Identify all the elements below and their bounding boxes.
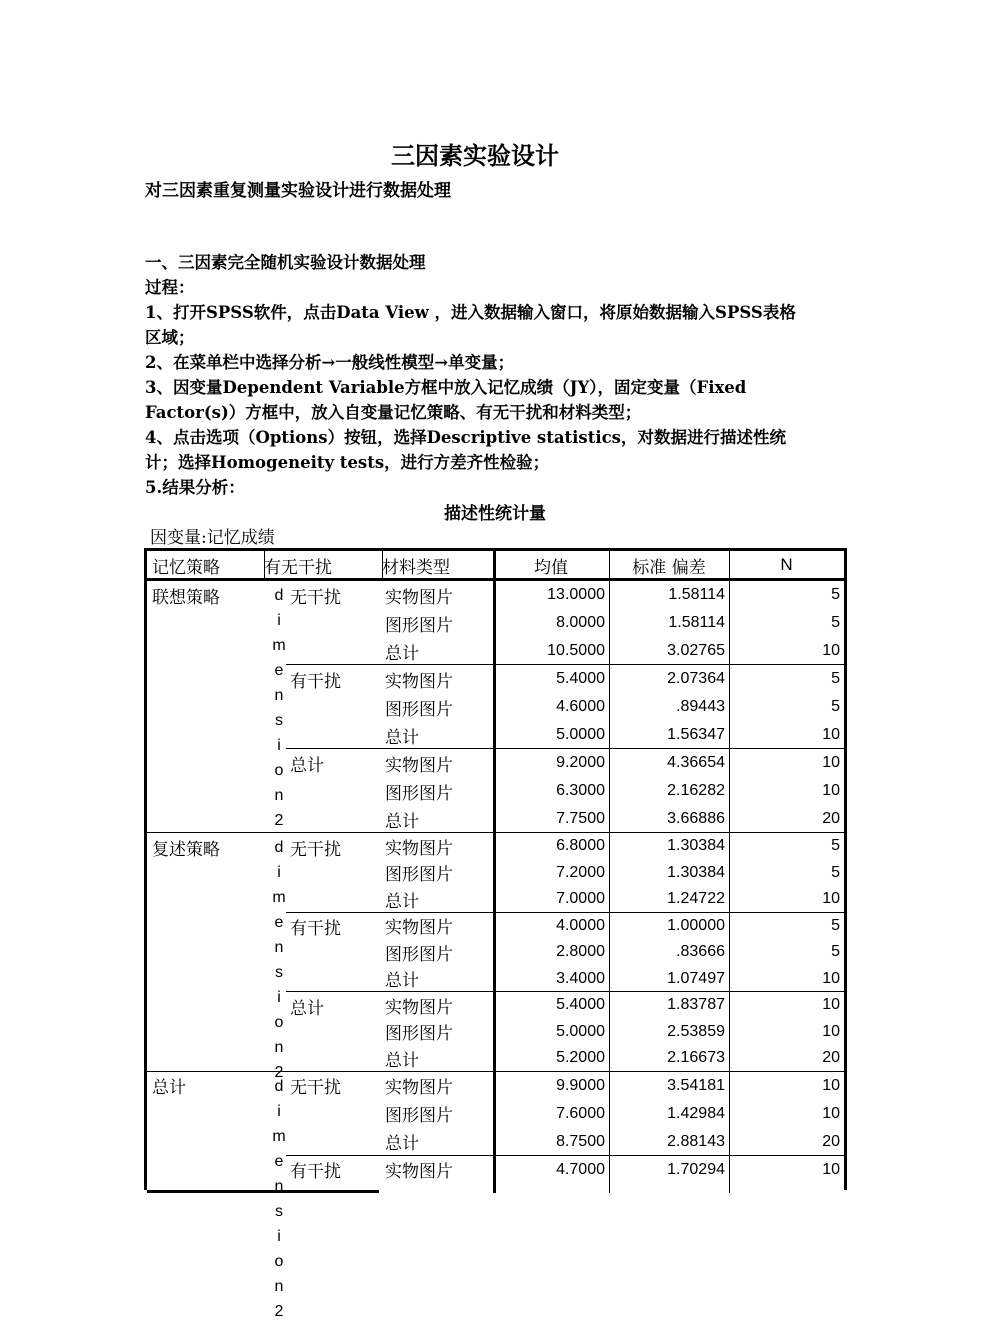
n-cell: 5 bbox=[831, 698, 840, 715]
mean-cell: 7.2000 bbox=[556, 863, 605, 881]
dependent-variable-label: 因变量:记忆成绩 bbox=[150, 528, 275, 548]
table-header-3: 均值 bbox=[534, 557, 568, 578]
table-bottom-partial bbox=[147, 1190, 379, 1193]
section-title: 一、三因素完全随机实验设计数据处理 bbox=[145, 253, 426, 272]
sd-cell: 1.56347 bbox=[667, 726, 725, 743]
table-header-4: 标准 偏差 bbox=[632, 557, 706, 578]
material-cell: 总计 bbox=[385, 891, 419, 912]
dimension-label: d i m e n s i o n 2 bbox=[272, 1077, 286, 1320]
mean-cell: 5.0000 bbox=[556, 1022, 605, 1040]
n-cell: 10 bbox=[822, 890, 840, 908]
interference-label: 总计 bbox=[290, 755, 324, 776]
material-cell: 总计 bbox=[385, 727, 419, 748]
strategy-label: 联想策略 bbox=[152, 587, 220, 608]
sd-cell: .89443 bbox=[676, 698, 725, 715]
n-cell: 10 bbox=[822, 782, 840, 799]
sd-cell: 1.00000 bbox=[667, 916, 725, 934]
n-cell: 5 bbox=[831, 837, 840, 855]
material-cell: 图形图片 bbox=[385, 783, 453, 804]
col-line-mean bbox=[609, 551, 610, 1193]
material-cell: 实物图片 bbox=[385, 755, 453, 776]
n-cell: 5 bbox=[831, 670, 840, 687]
sd-cell: 2.16673 bbox=[667, 1049, 725, 1067]
n-cell: 10 bbox=[822, 969, 840, 987]
page-subtitle: 对三因素重复测量实验设计进行数据处理 bbox=[145, 181, 451, 201]
material-cell: 总计 bbox=[385, 1050, 419, 1071]
material-cell: 总计 bbox=[385, 971, 419, 992]
mean-cell: 8.7500 bbox=[556, 1132, 605, 1150]
interference-label: 有干扰 bbox=[290, 919, 341, 939]
sd-cell: 2.16282 bbox=[667, 782, 725, 799]
n-cell: 10 bbox=[822, 642, 840, 659]
page-title: 三因素实验设计 bbox=[391, 141, 559, 170]
sd-cell: 4.36654 bbox=[667, 754, 725, 771]
sd-cell: 3.66886 bbox=[667, 810, 725, 827]
step-5: 5.结果分析： bbox=[145, 478, 245, 497]
sd-cell: 2.07364 bbox=[667, 670, 725, 687]
strategy-label: 总计 bbox=[152, 1078, 186, 1098]
mean-cell: 9.2000 bbox=[556, 754, 605, 771]
step-3: 3、因变量Dependent Variable方框中放入记忆成绩（JY），固定变量（Fixed Factor(s)）方框中，放入自变量记忆策略、有无干扰和材料类型； bbox=[145, 378, 747, 422]
n-cell: 20 bbox=[822, 810, 840, 827]
material-cell: 图形图片 bbox=[385, 699, 453, 720]
sd-cell: 2.88143 bbox=[667, 1132, 725, 1150]
mean-cell: 5.4000 bbox=[556, 996, 605, 1014]
step-2: 2、在菜单栏中选择分析→一般线性模型→单变量； bbox=[145, 353, 515, 372]
sd-cell: 1.42984 bbox=[667, 1104, 725, 1122]
n-cell: 10 bbox=[822, 996, 840, 1014]
mean-cell: 5.0000 bbox=[556, 726, 605, 743]
sd-cell: 1.07497 bbox=[667, 969, 725, 987]
interference-label: 无干扰 bbox=[290, 587, 341, 608]
material-cell: 图形图片 bbox=[385, 1024, 453, 1045]
n-cell: 10 bbox=[822, 1022, 840, 1040]
mean-cell: 8.0000 bbox=[556, 614, 605, 631]
mean-cell: 9.9000 bbox=[556, 1076, 605, 1094]
mean-cell: 6.8000 bbox=[556, 837, 605, 855]
material-cell: 图形图片 bbox=[385, 865, 453, 886]
sd-cell: 1.24722 bbox=[667, 890, 725, 908]
interference-label: 无干扰 bbox=[290, 1078, 341, 1098]
mean-cell: 4.7000 bbox=[556, 1160, 605, 1178]
dimension-label: d i m e n s i o n 2 bbox=[272, 587, 286, 829]
mean-cell: 5.4000 bbox=[556, 670, 605, 687]
col-line-material bbox=[493, 551, 496, 1193]
material-cell: 实物图片 bbox=[385, 918, 453, 939]
interference-label: 有干扰 bbox=[290, 1162, 341, 1182]
n-cell: 5 bbox=[831, 943, 840, 961]
material-cell: 图形图片 bbox=[385, 944, 453, 965]
mean-cell: 10.5000 bbox=[547, 642, 605, 659]
n-cell: 5 bbox=[831, 586, 840, 603]
sd-cell: 1.58114 bbox=[668, 614, 725, 631]
n-cell: 5 bbox=[831, 916, 840, 934]
descriptive-statistics-table bbox=[144, 548, 847, 1320]
mean-cell: 4.0000 bbox=[556, 916, 605, 934]
mean-cell: 6.3000 bbox=[556, 782, 605, 799]
material-cell: 图形图片 bbox=[385, 615, 453, 636]
sd-cell: 1.58114 bbox=[668, 586, 725, 603]
col-line-interference bbox=[382, 551, 383, 579]
n-cell: 10 bbox=[822, 1160, 840, 1178]
col-line-sd bbox=[729, 551, 730, 1193]
n-cell: 5 bbox=[831, 863, 840, 881]
interference-label: 有干扰 bbox=[290, 671, 341, 692]
n-cell: 5 bbox=[831, 614, 840, 631]
material-cell: 实物图片 bbox=[385, 838, 453, 859]
mean-cell: 13.0000 bbox=[547, 586, 605, 603]
mean-cell: 7.6000 bbox=[556, 1104, 605, 1122]
mean-cell: 7.0000 bbox=[556, 890, 605, 908]
step-4: 4、点击选项（Options）按钮，选择Descriptive statistics，对数据进行描述性统计；选择Homogeneity tests，进行方差齐性检验； bbox=[145, 428, 786, 472]
mean-cell: 7.7500 bbox=[556, 810, 605, 827]
sd-cell: 3.02765 bbox=[667, 642, 725, 659]
n-cell: 10 bbox=[822, 726, 840, 743]
n-cell: 10 bbox=[822, 754, 840, 771]
table-title: 描述性统计量 bbox=[444, 504, 546, 524]
table-header-0: 记忆策略 bbox=[152, 557, 220, 578]
material-cell: 实物图片 bbox=[385, 1078, 453, 1098]
sd-cell: 2.53859 bbox=[667, 1022, 725, 1040]
n-cell: 20 bbox=[822, 1132, 840, 1150]
mean-cell: 4.6000 bbox=[556, 698, 605, 715]
strategy-label: 复述策略 bbox=[152, 839, 220, 860]
sd-cell: 1.70294 bbox=[667, 1160, 725, 1178]
n-cell: 10 bbox=[822, 1076, 840, 1094]
dimension-label: d i m e n s i o n 2 bbox=[272, 839, 286, 1081]
sd-cell: 1.30384 bbox=[667, 863, 725, 881]
process-label: 过程： bbox=[145, 278, 195, 297]
material-cell: 总计 bbox=[385, 643, 419, 664]
n-cell: 10 bbox=[822, 1104, 840, 1122]
sd-cell: 1.30384 bbox=[667, 837, 725, 855]
material-cell: 实物图片 bbox=[385, 997, 453, 1018]
sd-cell: .83666 bbox=[676, 943, 725, 961]
material-cell: 实物图片 bbox=[385, 1162, 453, 1182]
mean-cell: 2.8000 bbox=[556, 943, 605, 961]
body-text bbox=[145, 250, 810, 500]
mean-cell: 3.4000 bbox=[556, 969, 605, 987]
material-cell: 图形图片 bbox=[385, 1106, 453, 1126]
material-cell: 实物图片 bbox=[385, 587, 453, 608]
mean-cell: 5.2000 bbox=[556, 1049, 605, 1067]
table-header-5: N bbox=[780, 555, 793, 574]
step-1: 1、打开SPSS软件，点击Data View ，进入数据输入窗口，将原始数据输入SPSS表格区域； bbox=[145, 303, 796, 347]
table-header-1: 有无干扰 bbox=[264, 557, 332, 578]
interference-label: 无干扰 bbox=[290, 839, 341, 860]
col-line-strategy bbox=[264, 551, 265, 579]
material-cell: 实物图片 bbox=[385, 671, 453, 692]
n-cell: 20 bbox=[822, 1049, 840, 1067]
sd-cell: 1.83787 bbox=[667, 996, 725, 1014]
table-header-2: 材料类型 bbox=[382, 557, 450, 578]
interference-label: 总计 bbox=[290, 998, 324, 1019]
sd-cell: 3.54181 bbox=[667, 1076, 725, 1094]
material-cell: 总计 bbox=[385, 1134, 419, 1154]
material-cell: 总计 bbox=[385, 811, 419, 832]
